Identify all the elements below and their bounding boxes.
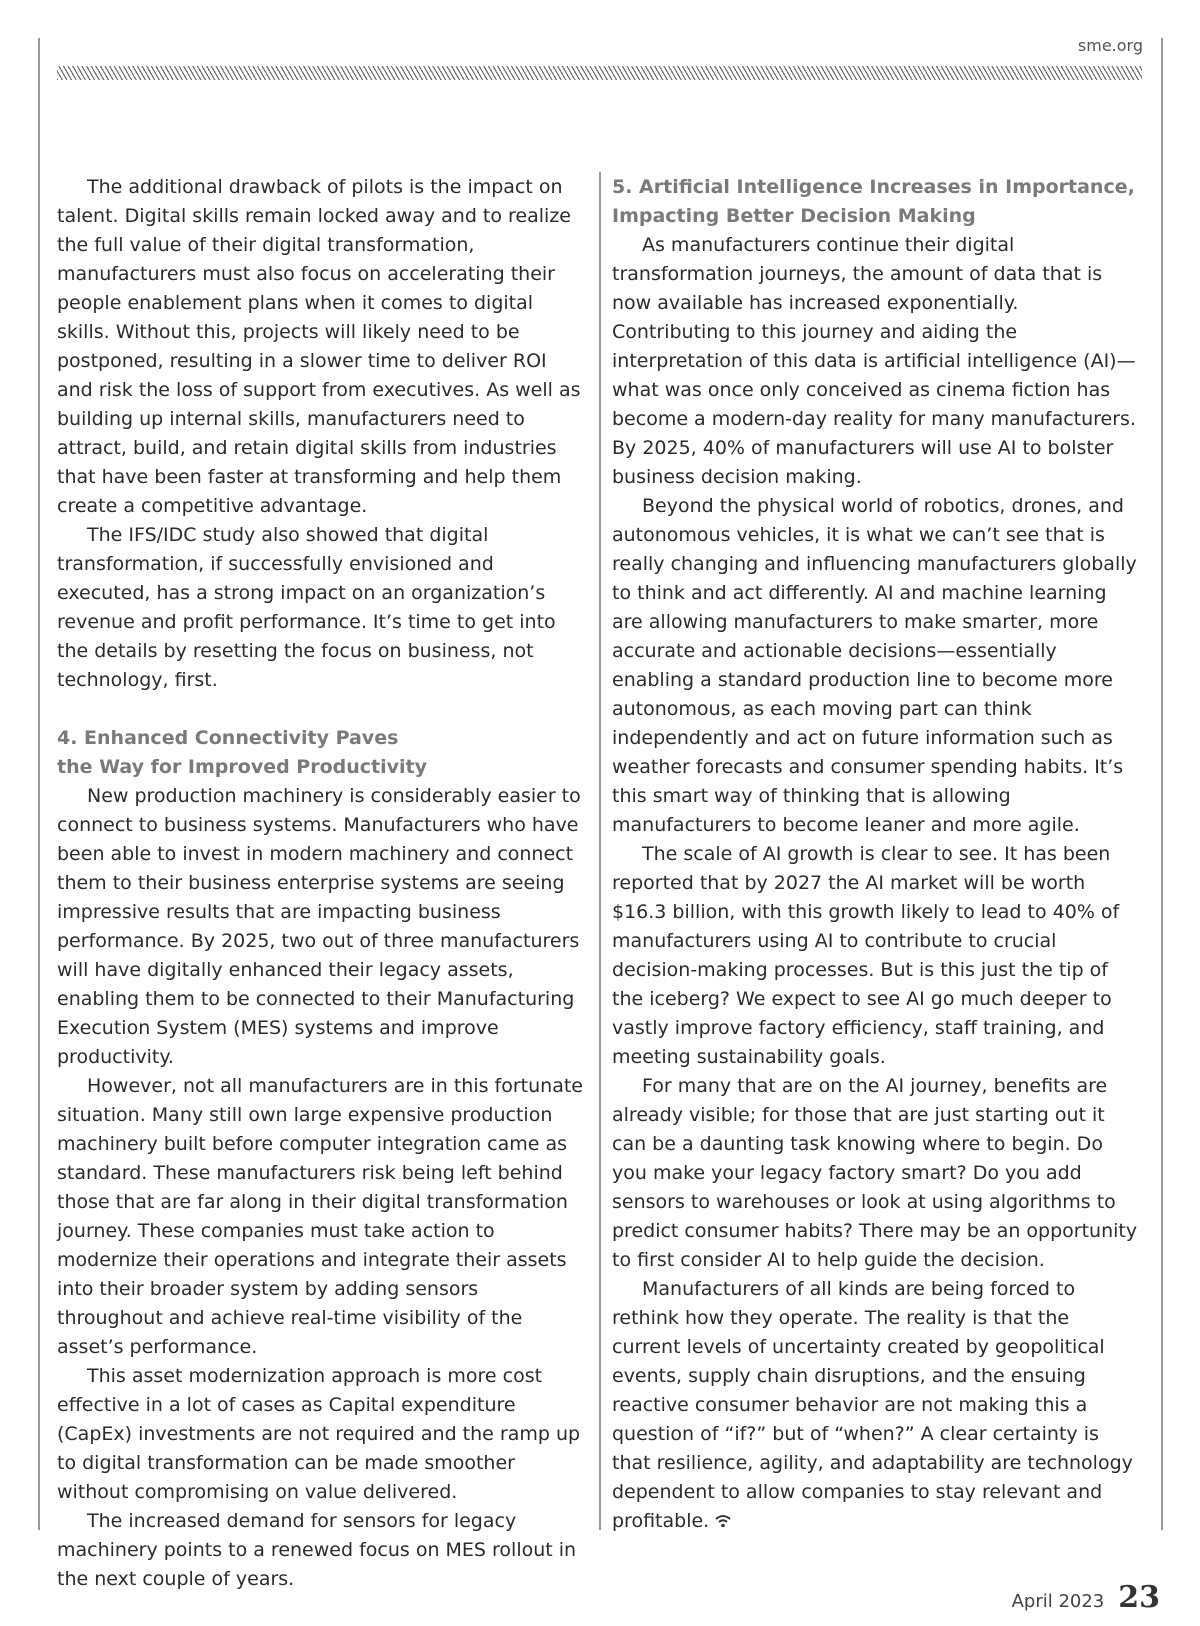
paragraph: For many that are on the AI journey, benefits are already visible; for those that are just starting out it can be a daunting task knowing where to begin. Do you make your legacy factory smart? Do you add sensors to warehouses or look at using algorithms to predict consumer habits? There may be an opportunity to first consider AI to help guide the decision. (612, 1075, 1138, 1271)
paragraph: The scale of AI growth is clear to see. It has been reported that by 2027 the AI market will be worth $16.3 billion, with this growth likely to lead to 40% of manufacturers using AI to contribute to crucial decision-making processes. But is this just the tip of the iceberg? We expect to see AI go much deeper to vastly improve factory efficiency, staff training, and meeting sustainability goals. (612, 843, 1120, 1068)
section-5-heading-line1: 5. Artificial Intelligence Increases in Importance, (612, 176, 1135, 198)
paragraph: The IFS/IDC study also showed that digital transformation, if successfully envisioned and executed, has a strong impact on an organization’s revenue and profit performance. It’s time to get into the details by resetting the focus on business, not technology, first. (57, 524, 556, 691)
section-5-heading-line2: Impacting Better Decision Making (612, 205, 976, 227)
section-4-heading (57, 724, 587, 782)
paragraph: However, not all manufacturers are in this fortunate situation. Many still own large expensive production machinery built before computer integration came as standard. These manufacturers risk being left behind those that are far along in their digital transformation journey. These companies must take action to modernize their operations and integrate their assets into their broader system by adding sensors throughout and achieve real-time visibility of the asset’s performance. (57, 1075, 583, 1358)
site-url: sme.org (1077, 36, 1143, 55)
wifi-end-mark-icon (715, 1514, 731, 1528)
left-column (57, 173, 587, 1594)
column-divider (599, 172, 601, 1530)
paragraph-final (612, 1275, 1142, 1536)
paragraph: This asset modernization approach is more cost effective in a lot of cases as Capital expenditure (CapEx) investments are not required and the ramp up to digital transformation can be made smoother without compromising on value delivered. (57, 1365, 581, 1503)
paragraph: Beyond the physical world of robotics, drones, and autonomous vehicles, it is what we can’t see that is really changing and influencing manufacturers globally to think and act differently. AI and machine learning are allowing manufacturers to make smarter, more accurate and actionable decisions—essentially enabling a standard production line to become more autonomous, as each moving part can think independently and act on future information such as weather forecasts and consumer spending habits. It’s this smart way of thinking that is allowing manufacturers to become leaner and more agile. (612, 495, 1137, 836)
section-5-heading (612, 173, 1142, 231)
issue-date: April 2023 (1011, 1591, 1105, 1612)
right-margin-rule (1161, 38, 1163, 1530)
right-column (612, 173, 1142, 1536)
header-hatch-band (57, 66, 1142, 80)
page-number: 23 (1118, 1580, 1160, 1615)
left-margin-rule (38, 38, 40, 1530)
section-4-heading-line2: the Way for Improved Productivity (57, 756, 428, 778)
section-4-heading-line1: 4. Enhanced Connectivity Paves (57, 727, 399, 749)
paragraph: As manufacturers continue their digital transformation journeys, the amount of data that is now available has increased exponentially. Contributing to this journey and aiding the interpretation of this data is artificial intelligence (AI)—what was once only conceived as cinema fiction has become a modern-day reality for many manufacturers. By 2025, 40% of manufacturers will use AI to bolster business decision making. (612, 234, 1136, 488)
final-paragraph-text: Manufacturers of all kinds are being forced to rethink how they operate. The reality is that the current levels of uncertainty created by geopolitical events, supply chain disruptions, and the ensuing reactive consumer behavior are not making this a question of “if?” but of “when?” A clear certainty is that resilience, agility, and adaptability are technology dependent to allow companies to stay relevant and profitable. (612, 1278, 1133, 1532)
page-footer (1012, 1580, 1160, 1615)
paragraph: The additional drawback of pilots is the impact on talent. Digital skills remain locked away and to realize the full value of their digital transformation, manufacturers must also focus on accelerating their people enablement plans when it comes to digital skills. Without this, projects will likely need to be postponed, resulting in a slower time to deliver ROI and risk the loss of support from executives. As well as building up internal skills, manufacturers need to attract, build, and retain digital skills from industries that have been faster at transforming and help them create a competitive advantage. (57, 176, 581, 517)
paragraph: The increased demand for sensors for legacy machinery points to a renewed focus on MES rollout in the next couple of years. (57, 1510, 577, 1590)
paragraph: New production machinery is considerably easier to connect to business systems. Manufacturers who have been able to invest in modern machinery and connect them to their business enterprise systems are seeing impressive results that are impacting business performance. By 2025, two out of three manufacturers will have digitally enhanced their legacy assets, enabling them to be connected to their Manufacturing Execution System (MES) systems and improve productivity. (57, 785, 581, 1068)
